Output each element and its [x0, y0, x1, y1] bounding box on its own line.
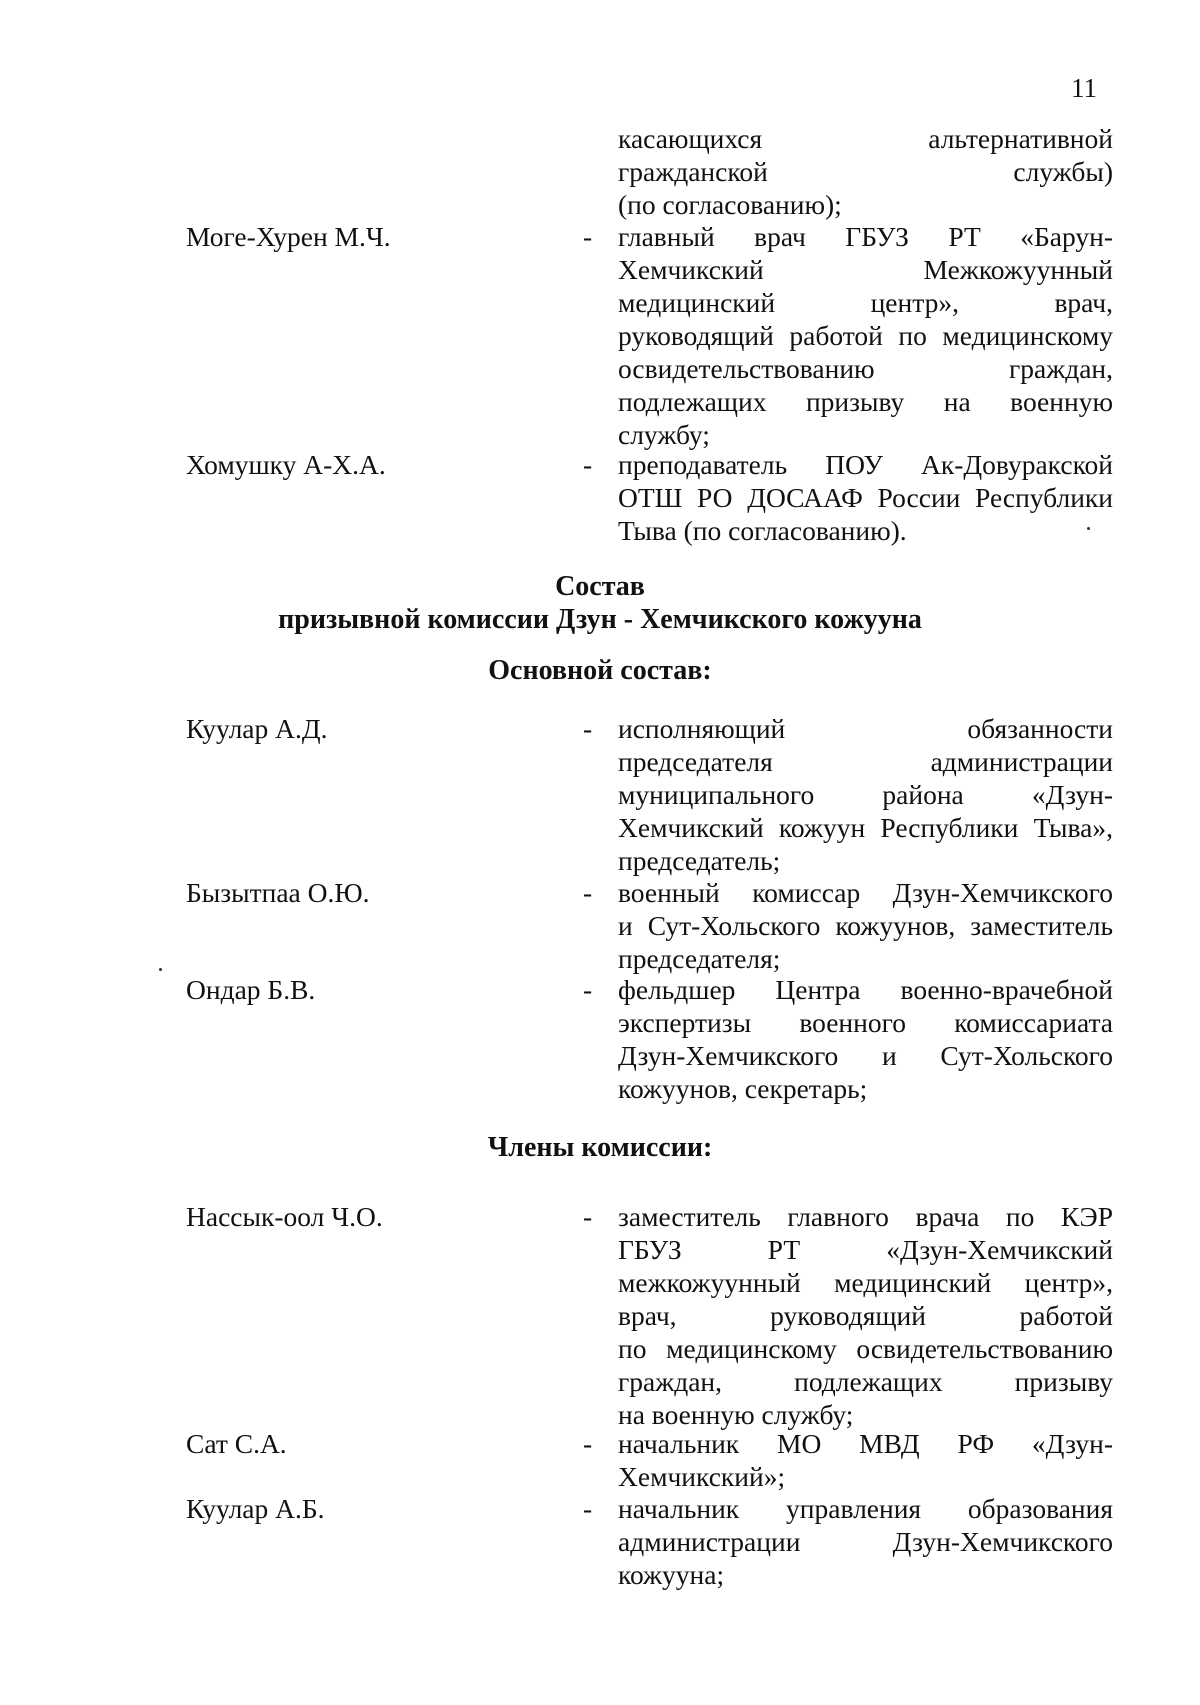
member-name: Моге-Хурен М.Ч.: [186, 221, 391, 252]
description-line: Хемчикский Межкожуунный: [618, 254, 1113, 285]
description-line: заместитель главного врача по КЭР: [618, 1201, 1113, 1232]
description-line: начальник МО МВД РФ «Дзун-: [618, 1428, 1113, 1459]
dash-separator: -: [583, 713, 593, 744]
member-name: Сат С.А.: [186, 1428, 287, 1459]
member-name: Куулар А.Б.: [186, 1493, 325, 1524]
dash-separator: -: [583, 1493, 593, 1524]
description-line: руководящий работой по медицинскому: [618, 320, 1113, 351]
dash-separator: -: [583, 221, 593, 252]
member-description: [618, 1427, 1113, 1493]
section-title-main: Основной состав:: [488, 655, 712, 686]
member-name: Куулар А.Д.: [186, 713, 328, 744]
dash-separator: -: [583, 449, 593, 480]
description-line: службу;: [618, 419, 710, 450]
description-line: исполняющий обязанности: [618, 713, 1113, 744]
member-name: Бызытпаа О.Ю.: [186, 877, 370, 908]
document-subtitle: призывной комиссии Дзун - Хемчикского кожууна: [278, 604, 922, 635]
description-line: главный врач ГБУЗ РТ «Барун-: [618, 221, 1113, 252]
description-line: касающихся альтернативной: [618, 123, 1113, 154]
description-line: подлежащих призыву на военную: [618, 386, 1113, 417]
member-name: Хомушку А-Х.А.: [186, 449, 386, 480]
description-line: (по согласованию);: [618, 189, 842, 220]
description-line: освидетельствованию граждан,: [618, 353, 1113, 384]
continuation-text: [618, 122, 1113, 221]
description-line: военный комиссар Дзун-Хемчикского: [618, 877, 1113, 908]
description-line: председателя;: [618, 943, 781, 974]
dash-separator: -: [583, 1201, 593, 1232]
description-line: администрации Дзун-Хемчикского: [618, 1526, 1113, 1557]
document-title: Состав: [555, 571, 645, 602]
member-description: [618, 220, 1113, 451]
description-line: Хемчикский»;: [618, 1461, 786, 1492]
scan-speck: [159, 968, 162, 971]
member-description: [618, 712, 1113, 877]
member-description: [618, 973, 1113, 1105]
dash-separator: -: [583, 974, 593, 1005]
description-line: ОТШ РО ДОСААФ России Республики: [618, 482, 1113, 513]
description-line: Хемчикский кожуун Республики Тыва»,: [618, 812, 1113, 843]
description-line: медицинский центр», врач,: [618, 287, 1113, 318]
description-line: и Сут-Хольского кожуунов, заместитель: [618, 910, 1113, 941]
description-line: председателя администрации: [618, 746, 1113, 777]
description-line: граждан, подлежащих призыву: [618, 1366, 1113, 1397]
description-line: на военную службу;: [618, 1399, 854, 1430]
member-description: [618, 1200, 1113, 1431]
description-line: гражданской службы): [618, 156, 1113, 187]
description-line: преподаватель ПОУ Ак-Довуракской: [618, 449, 1113, 480]
member-name: Ондар Б.В.: [186, 974, 316, 1005]
description-line: председатель;: [618, 845, 781, 876]
description-line: межкожуунный медицинский центр»,: [618, 1267, 1113, 1298]
dash-separator: -: [583, 877, 593, 908]
description-line: Дзун-Хемчикского и Сут-Хольского: [618, 1040, 1113, 1071]
scan-speck: [1087, 527, 1090, 530]
member-description: [618, 448, 1113, 547]
member-description: [618, 876, 1113, 975]
dash-separator: -: [583, 1428, 593, 1459]
section-title-members: Члены комиссии:: [487, 1132, 713, 1163]
description-line: по медицинскому освидетельствованию: [618, 1333, 1113, 1364]
description-line: ГБУЗ РТ «Дзун-Хемчикский: [618, 1234, 1113, 1265]
description-line: Тыва (по согласованию).: [618, 515, 907, 546]
description-line: начальник управления образования: [618, 1493, 1113, 1524]
description-line: врач, руководящий работой: [618, 1300, 1113, 1331]
member-description: [618, 1492, 1113, 1591]
description-line: кожуунов, секретарь;: [618, 1073, 868, 1104]
page-number: 11: [1071, 73, 1097, 103]
description-line: кожууна;: [618, 1559, 725, 1590]
member-name: Нассык-оол Ч.О.: [186, 1201, 383, 1232]
description-line: фельдшер Центра военно-врачебной: [618, 974, 1113, 1005]
description-line: экспертизы военного комиссариата: [618, 1007, 1113, 1038]
description-line: муниципального района «Дзун-: [618, 779, 1113, 810]
